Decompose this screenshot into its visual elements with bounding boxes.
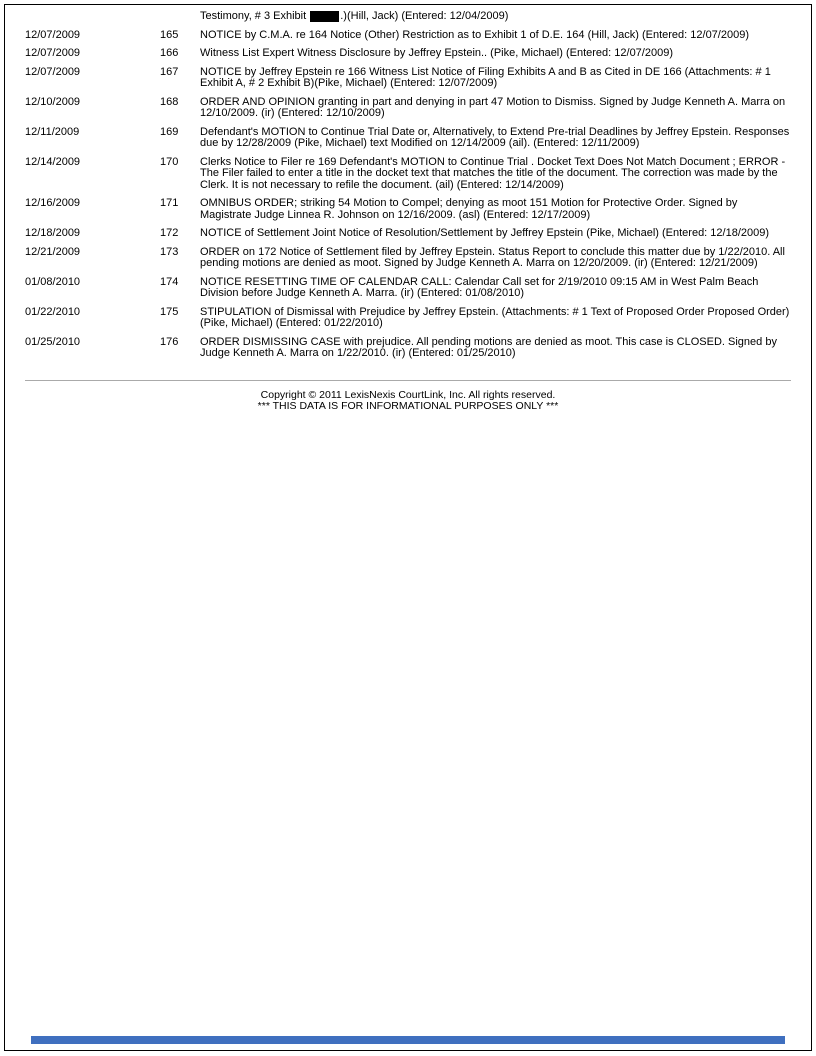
redaction-box [310, 11, 339, 22]
entry-number: 167 [160, 65, 179, 78]
entry-number: 170 [160, 155, 179, 168]
entry-text: OMNIBUS ORDER; striking 54 Motion to Compel; denying as moot 151 Motion for Protective Order. Signed by Magistrate Judge Linnea R. Johnson on 12/16/2009. (asl) (Entered: 12/17/2009) [200, 197, 738, 221]
entry-number: 173 [160, 245, 179, 258]
copyright-line: Copyright © 2011 LexisNexis CourtLink, Inc. All rights reserved. [260, 388, 556, 401]
entry-date: 01/25/2010 [25, 335, 81, 348]
bottom-blue-bar [31, 1036, 785, 1044]
entry-date: 12/14/2009 [25, 155, 81, 168]
docket-row-continuation [25, 11, 791, 23]
disclaimer-line: *** THIS DATA IS FOR INFORMATIONAL PURPOSES ONLY *** [257, 400, 559, 412]
entry-text: ORDER DISMISSING CASE with prejudice. All pending motions are denied as moot. This case is CLOSED. Signed by Judge Kenneth A. Marra on 1/22/2010. (ir) (Entered: 01/25/2010) [200, 335, 777, 359]
docket-row [25, 228, 791, 240]
docket-row [25, 247, 791, 270]
entry-text: NOTICE by C.M.A. re 164 Notice (Other) Restriction as to Exhibit 1 of D.E. 164 (Hill, Jack) (Entered: 12/07/2009) [200, 28, 749, 41]
entry-date [25, 11, 160, 23]
entry-text: NOTICE RESETTING TIME OF CALENDAR CALL: Calendar Call set for 2/19/2010 09:15 AM in West Palm Beach Division before Judge Kenneth A. Marra. (ir) (Entered: 01/08/2010) [200, 275, 759, 299]
entry-text: Witness List Expert Witness Disclosure by Jeffrey Epstein.. (Pike, Michael) (Entered: 12/07/2009) [200, 47, 673, 59]
entry-number: 175 [160, 305, 179, 318]
entry-date: 12/07/2009 [25, 47, 81, 59]
entry-date: 12/07/2009 [25, 65, 81, 78]
footer-separator [25, 380, 791, 381]
entry-date: 01/22/2010 [25, 305, 81, 318]
docket-row [25, 127, 791, 150]
entry-number [160, 11, 200, 23]
entry-date: 12/18/2009 [25, 227, 81, 239]
entry-number: 172 [160, 227, 179, 239]
docket-row [25, 97, 791, 120]
entry-number: 171 [160, 197, 179, 209]
entry-number: 169 [160, 125, 179, 138]
docket-row [25, 198, 791, 221]
continuation-text-after: .)(Hill, Jack) (Entered: 12/04/2009) [340, 10, 509, 22]
docket-row [25, 307, 791, 330]
entry-text [200, 11, 791, 23]
entry-date: 12/07/2009 [25, 28, 81, 41]
entry-date: 01/08/2010 [25, 275, 81, 288]
entry-text: NOTICE of Settlement Joint Notice of Resolution/Settlement by Jeffrey Epstein (Pike, Michael) (Entered: 12/18/2009) [200, 227, 770, 239]
docket-row [25, 30, 791, 42]
entry-text: ORDER AND OPINION granting in part and denying in part 47 Motion to Dismiss. Signed by Judge Kenneth A. Marra on 12/10/2009. (ir) (Entered: 12/10/2009) [200, 95, 786, 119]
entry-text: ORDER on 172 Notice of Settlement filed by Jeffrey Epstein. Status Report to conclude this matter due by 1/22/2010. All pending motions are denied as moot. Signed by Judge Kenneth A. Marra on 12/20/2009. (ir) (Entered: 12/21/2009) [200, 245, 785, 269]
entry-number: 166 [160, 47, 179, 59]
entry-text: STIPULATION of Dismissal with Prejudice by Jeffrey Epstein. (Attachments: # 1 Text of Proposed Order Proposed Order)(Pike, Michael) (Entered: 01/22/2010) [200, 305, 790, 329]
footer [25, 390, 791, 413]
docket-content [5, 5, 811, 413]
continuation-text-before: Testimony, # 3 Exhibit [200, 10, 307, 22]
entry-number: 165 [160, 28, 179, 41]
docket-page [4, 4, 812, 1051]
entry-number: 174 [160, 275, 179, 288]
entry-date: 12/10/2009 [25, 95, 81, 108]
entry-number: 168 [160, 95, 179, 108]
entry-date: 12/16/2009 [25, 197, 81, 209]
entry-text: NOTICE by Jeffrey Epstein re 166 Witness List Notice of Filing Exhibits A and B as Cited in DE 166 (Attachments: # 1 Exhibit A, # 2 Exhibit B)(Pike, Michael) (Entered: 12/07/2009) [200, 65, 771, 89]
entry-number: 176 [160, 335, 179, 348]
entry-text: Defendant's MOTION to Continue Trial Date or, Alternatively, to Extend Pre-trial Deadlines by Jeffrey Epstein. Responses due by 12/28/2009 (Pike, Michael) text Modified on 12/14/2009 (ail). (Entered: 12/11/2009) [200, 125, 790, 149]
docket-rows [25, 30, 791, 360]
entry-date: 12/21/2009 [25, 245, 81, 258]
docket-row [25, 337, 791, 360]
docket-row [25, 48, 791, 60]
entry-date: 12/11/2009 [25, 125, 80, 138]
entry-text: Clerks Notice to Filer re 169 Defendant's MOTION to Continue Trial . Docket Text Does Not Match Document ; ERROR - The Filer failed to enter a title in the docket text that matches the title of the document. The correction was made by the Clerk. It is not necessary to refile the document. (ail) (Entered: 12/14/2009) [200, 155, 786, 191]
docket-row [25, 67, 791, 90]
docket-row [25, 157, 791, 192]
docket-row [25, 277, 791, 300]
